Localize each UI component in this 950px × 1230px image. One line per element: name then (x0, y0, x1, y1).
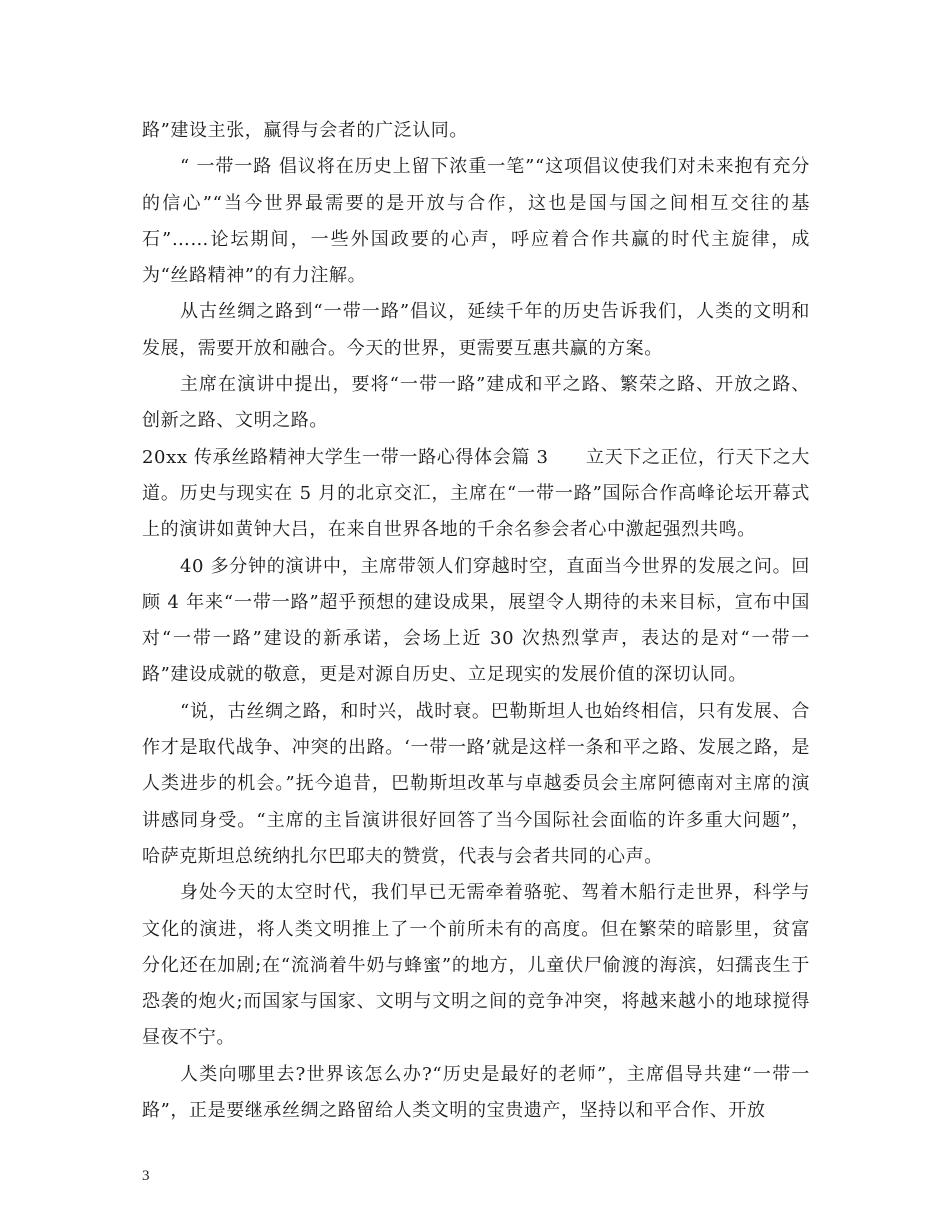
paragraph-speech: 40 多分钟的演讲中，主席带领人们穿越时空，直面当今世界的发展之问。回顾 4 年来“一带一路”超乎预想的建设成果，展望令人期待的未来目标，宣布中国对“一带一路”建设的新承诺，会场上近 30 次热烈掌声，表达的是对“一带一路”建设成就的敬意，更是对源自历史、立足现实的发展价值的深切认同。 (142, 555, 810, 686)
paragraph-continuation: 路”建设主张，赢得与会者的广泛认同。 (142, 120, 469, 141)
section-heading-paragraph: 20xx 传承丝路精神大学生一带一路心得体会篇 3 立天下之正位，行天下之大道。历史与现实在 5 月的北京交汇，主席在“一带一路”国际合作高峰论坛开幕式上的演讲如黄钟大吕，在来自世界各地的千余名参会者心中激起强烈共鸣。 (142, 446, 810, 541)
paragraph-quotes: “ 一带一路 倡议将在历史上留下浓重一笔”“这项倡议使我们对未来抱有充分的信心”“当今世界最需要的是开放与合作，这也是国与国之间相互交往的基石”……论坛期间，一些外国政要的心声，呼应着合作共赢的时代主旋律，成为“丝路精神”的有力注解。 (142, 156, 810, 287)
paragraph-palestine: “说，古丝绸之路，和时兴，战时衰。巴勒斯坦人也始终相信，只有发展、合作才是取代战争、冲突的出路。‘一带一路’就是这样一条和平之路、发展之路，是人类进步的机会。”抚今追昔，巴勒斯坦改革与卓越委员会主席阿德南对主席的演讲感同身受。“主席的主旨演讲很好回答了当今国际社会面临的许多重大问题”，哈萨克斯坦总统纳扎尔巴耶夫的赞赏，代表与会者共同的心声。 (142, 700, 810, 867)
paragraph-five-roads: 主席在演讲中提出，要将“一带一路”建成和平之路、繁荣之路、开放之路、创新之路、文明之路。 (142, 374, 810, 432)
paragraph-where-humanity: 人类向哪里去?世界该怎么办?“历史是最好的老师”，主席倡导共建“一带一路”，正是要继承丝绸之路留给人类文明的宝贵遗产，坚持以和平合作、开放 (142, 1063, 810, 1122)
document-body (142, 113, 810, 1129)
paragraph-space-age: 身处今天的太空时代，我们早已无需牵着骆驼、驾着木船行走世界，科学与文化的演进，将人类文明推上了一个前所未有的高度。但在繁荣的暗影里，贫富分化还在加剧;在“流淌着牛奶与蜂蜜”的地方，儿童伏尸偷渡的海滨，妇孺丧生于恐袭的炮火;而国家与国家、文明与文明之间的竞争冲突，将越来越小的地球搅得昼夜不宁。 (142, 882, 810, 1049)
page-number: 3 (142, 1168, 150, 1184)
paragraph-history: 从古丝绸之路到“一带一路”倡议，延续千年的历史告诉我们，人类的文明和发展，需要开放和融合。今天的世界，更需要互惠共赢的方案。 (142, 301, 810, 359)
